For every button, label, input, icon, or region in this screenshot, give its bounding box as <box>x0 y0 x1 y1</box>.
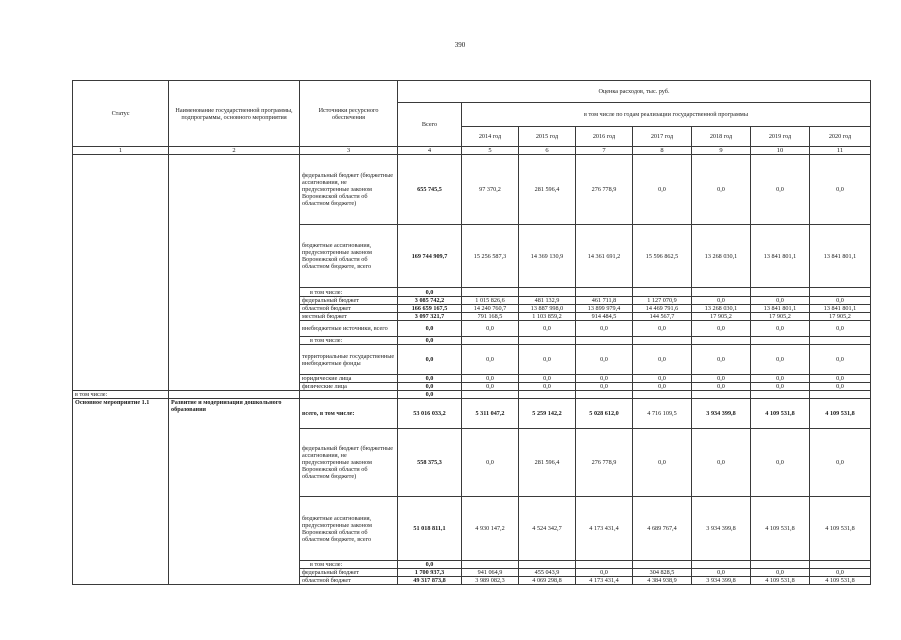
source-cell: всего, в том числе: <box>300 399 398 429</box>
status-cell: в том числе: <box>73 391 169 399</box>
total-cell: 51 018 811,1 <box>398 497 462 561</box>
total-cell: 0,0 <box>398 561 462 569</box>
year-cell: 0,0 <box>692 297 751 305</box>
total-cell: 53 016 033,2 <box>398 399 462 429</box>
measure-status: Основное мероприятие 1.1 <box>73 399 169 585</box>
year-cell: 0,0 <box>576 345 633 375</box>
year-cell: 0,0 <box>576 569 633 577</box>
year-cell: 0,0 <box>751 569 810 577</box>
year-cell: 0,0 <box>692 345 751 375</box>
total-cell: 655 745,5 <box>398 155 462 225</box>
year-cell: 461 711,8 <box>576 297 633 305</box>
page-number: 390 <box>454 41 466 49</box>
year-cell: 4 069 298,8 <box>519 577 576 585</box>
year-cell: 3 934 399,8 <box>692 577 751 585</box>
year-cell: 281 596,4 <box>519 155 576 225</box>
year-cell <box>576 391 633 399</box>
year-cell: 4 930 147,2 <box>462 497 519 561</box>
year-cell: 14 369 130,9 <box>519 225 576 288</box>
source-cell: территориальные государственные внебюджетные фонды <box>300 345 398 375</box>
year-cell: 3 934 399,8 <box>692 399 751 429</box>
header-year: 2016 год <box>576 127 633 147</box>
header-source: Источники ресурсного обеспечения <box>300 81 398 147</box>
col-number: 6 <box>519 147 576 155</box>
year-cell: 0,0 <box>751 375 810 383</box>
year-cell: 14 240 760,7 <box>462 305 519 313</box>
year-cell <box>692 561 751 569</box>
header-year: 2018 год <box>692 127 751 147</box>
year-cell: 455 043,9 <box>519 569 576 577</box>
year-cell: 0,0 <box>810 345 871 375</box>
year-cell: 1 015 826,6 <box>462 297 519 305</box>
year-cell <box>462 337 519 345</box>
year-cell <box>692 337 751 345</box>
source-cell: юридические лица <box>300 375 398 383</box>
year-cell: 4 173 431,4 <box>576 577 633 585</box>
year-cell: 0,0 <box>751 345 810 375</box>
year-cell: 4 109 531,8 <box>751 399 810 429</box>
source-cell: в том числе: <box>300 288 398 297</box>
year-cell: 0,0 <box>810 375 871 383</box>
header-year: 2020 год <box>810 127 871 147</box>
year-cell: 0,0 <box>751 429 810 497</box>
year-cell: 0,0 <box>519 383 576 391</box>
source-cell: областной бюджет <box>300 305 398 313</box>
header-name: Наименование государственной программы, подпрограммы, основного мероприятия <box>169 81 300 147</box>
total-cell: 558 375,3 <box>398 429 462 497</box>
total-cell: 49 317 873,8 <box>398 577 462 585</box>
year-cell: 14 469 791,6 <box>633 305 692 313</box>
year-cell <box>633 561 692 569</box>
year-cell: 0,0 <box>751 297 810 305</box>
source-cell: федеральный бюджет (бюджетные ассигнования, не предусмотренные законом Воронежской области об областном бюджете) <box>300 429 398 497</box>
total-cell: 0,0 <box>398 375 462 383</box>
year-cell: 4 109 531,8 <box>810 497 871 561</box>
measure-name: Развитие и модернизация дошкольного образования <box>169 399 300 585</box>
header-year: 2017 год <box>633 127 692 147</box>
year-cell: 13 268 030,1 <box>692 305 751 313</box>
year-cell: 0,0 <box>692 375 751 383</box>
col-number: 10 <box>751 147 810 155</box>
total-cell: 166 659 167,5 <box>398 305 462 313</box>
header-status: Статус <box>73 81 169 147</box>
year-cell <box>633 288 692 297</box>
year-cell: 0,0 <box>633 345 692 375</box>
year-cell: 15 256 587,3 <box>462 225 519 288</box>
year-cell <box>519 288 576 297</box>
year-cell: 5 028 612,0 <box>576 399 633 429</box>
year-cell: 1 127 070,9 <box>633 297 692 305</box>
year-cell: 13 841 801,1 <box>751 305 810 313</box>
year-cell: 17 905,2 <box>810 313 871 321</box>
source-cell: внебюджетные источники, всего <box>300 321 398 337</box>
name-cell <box>169 155 300 391</box>
total-cell: 0,0 <box>398 321 462 337</box>
header-by-years: в том числе по годам реализации государственной программы <box>462 103 871 127</box>
year-cell: 0,0 <box>633 429 692 497</box>
col-number: 5 <box>462 147 519 155</box>
year-cell: 144 567,7 <box>633 313 692 321</box>
source-cell: местный бюджет <box>300 313 398 321</box>
total-cell: 0,0 <box>398 337 462 345</box>
year-cell: 4 109 531,8 <box>810 577 871 585</box>
year-cell <box>751 561 810 569</box>
source-cell <box>300 391 398 399</box>
year-cell: 13 841 801,1 <box>810 305 871 313</box>
year-cell: 4 689 767,4 <box>633 497 692 561</box>
year-cell <box>576 561 633 569</box>
source-cell: федеральный бюджет <box>300 569 398 577</box>
status-cell <box>73 155 169 391</box>
source-cell: в том числе: <box>300 561 398 569</box>
year-cell: 97 370,2 <box>462 155 519 225</box>
total-cell: 0,0 <box>398 345 462 375</box>
year-cell: 17 905,2 <box>751 313 810 321</box>
year-cell: 0,0 <box>519 321 576 337</box>
col-number: 2 <box>169 147 300 155</box>
year-cell <box>519 561 576 569</box>
total-cell: 1 700 937,3 <box>398 569 462 577</box>
year-cell: 13 899 979,4 <box>576 305 633 313</box>
year-cell: 4 109 531,8 <box>810 399 871 429</box>
year-cell: 0,0 <box>519 375 576 383</box>
year-cell: 791 168,5 <box>462 313 519 321</box>
year-cell <box>751 288 810 297</box>
total-cell: 0,0 <box>398 391 462 399</box>
year-cell: 17 905,2 <box>692 313 751 321</box>
year-cell: 281 596,4 <box>519 429 576 497</box>
year-cell: 941 064,9 <box>462 569 519 577</box>
year-cell: 0,0 <box>462 429 519 497</box>
year-cell: 1 103 859,2 <box>519 313 576 321</box>
budget-table <box>72 80 871 585</box>
year-cell: 0,0 <box>519 345 576 375</box>
year-cell <box>810 337 871 345</box>
year-cell: 0,0 <box>576 383 633 391</box>
col-number: 8 <box>633 147 692 155</box>
year-cell: 0,0 <box>751 321 810 337</box>
year-cell: 0,0 <box>692 383 751 391</box>
year-cell: 0,0 <box>810 297 871 305</box>
year-cell: 0,0 <box>462 321 519 337</box>
year-cell: 4 716 109,5 <box>633 399 692 429</box>
year-cell <box>576 288 633 297</box>
year-cell <box>633 391 692 399</box>
year-cell <box>462 288 519 297</box>
year-cell: 0,0 <box>692 155 751 225</box>
source-cell: в том числе: <box>300 337 398 345</box>
year-cell <box>810 391 871 399</box>
year-cell <box>462 561 519 569</box>
year-cell: 15 596 862,5 <box>633 225 692 288</box>
header-year: 2019 год <box>751 127 810 147</box>
total-cell: 0,0 <box>398 288 462 297</box>
year-cell: 5 311 047,2 <box>462 399 519 429</box>
col-number: 4 <box>398 147 462 155</box>
year-cell: 0,0 <box>692 569 751 577</box>
year-cell: 0,0 <box>751 383 810 391</box>
col-number: 1 <box>73 147 169 155</box>
source-cell: физические лица <box>300 383 398 391</box>
year-cell: 0,0 <box>633 155 692 225</box>
year-cell <box>519 337 576 345</box>
year-cell <box>692 391 751 399</box>
year-cell <box>692 288 751 297</box>
year-cell <box>810 561 871 569</box>
header-year: 2014 год <box>462 127 519 147</box>
col-number: 11 <box>810 147 871 155</box>
total-cell: 3 085 742,2 <box>398 297 462 305</box>
header-year: 2015 год <box>519 127 576 147</box>
year-cell: 0,0 <box>462 383 519 391</box>
total-cell: 0,0 <box>398 383 462 391</box>
year-cell: 0,0 <box>692 321 751 337</box>
year-cell: 0,0 <box>810 429 871 497</box>
year-cell: 914 484,5 <box>576 313 633 321</box>
total-cell: 169 744 909,7 <box>398 225 462 288</box>
year-cell: 0,0 <box>462 345 519 375</box>
year-cell: 4 173 431,4 <box>576 497 633 561</box>
year-cell: 4 109 531,8 <box>751 497 810 561</box>
year-cell: 4 109 531,8 <box>751 577 810 585</box>
year-cell: 0,0 <box>633 321 692 337</box>
year-cell <box>633 337 692 345</box>
year-cell: 13 268 030,1 <box>692 225 751 288</box>
year-cell <box>810 288 871 297</box>
year-cell: 13 841 801,1 <box>751 225 810 288</box>
col-number: 7 <box>576 147 633 155</box>
year-cell: 14 361 691,2 <box>576 225 633 288</box>
year-cell: 0,0 <box>576 321 633 337</box>
total-cell: 3 097 321,7 <box>398 313 462 321</box>
year-cell: 0,0 <box>633 383 692 391</box>
year-cell: 0,0 <box>692 429 751 497</box>
year-cell: 13 887 998,0 <box>519 305 576 313</box>
year-cell: 3 934 399,8 <box>692 497 751 561</box>
year-cell: 0,0 <box>633 375 692 383</box>
year-cell: 0,0 <box>462 375 519 383</box>
col-number: 3 <box>300 147 398 155</box>
source-cell: областной бюджет <box>300 577 398 585</box>
year-cell: 304 828,5 <box>633 569 692 577</box>
col-number: 9 <box>692 147 751 155</box>
year-cell <box>576 337 633 345</box>
year-cell: 0,0 <box>751 155 810 225</box>
year-cell: 5 259 142,2 <box>519 399 576 429</box>
year-cell <box>751 337 810 345</box>
year-cell: 0,0 <box>576 375 633 383</box>
header-total: Всего <box>398 103 462 147</box>
year-cell: 13 841 801,1 <box>810 225 871 288</box>
year-cell: 276 778,9 <box>576 429 633 497</box>
year-cell: 3 989 082,3 <box>462 577 519 585</box>
year-cell: 0,0 <box>810 383 871 391</box>
year-cell <box>462 391 519 399</box>
year-cell: 0,0 <box>810 155 871 225</box>
header-estimate: Оценка расходов, тыс. руб. <box>398 81 871 103</box>
source-cell: федеральный бюджет <box>300 297 398 305</box>
year-cell: 0,0 <box>810 569 871 577</box>
year-cell: 4 524 342,7 <box>519 497 576 561</box>
source-cell: бюджетные ассигнования, предусмотренные законом Воронежской области об областном бюджете, всего <box>300 497 398 561</box>
source-cell: федеральный бюджет (бюджетные ассигнования, не предусмотренные законом Воронежской области об областном бюджете) <box>300 155 398 225</box>
year-cell <box>751 391 810 399</box>
year-cell: 4 384 938,9 <box>633 577 692 585</box>
year-cell: 481 132,9 <box>519 297 576 305</box>
source-cell: бюджетные ассигнования, предусмотренные законом Воронежской области об областном бюджете, всего <box>300 225 398 288</box>
year-cell <box>519 391 576 399</box>
name-cell <box>169 391 300 399</box>
year-cell: 0,0 <box>810 321 871 337</box>
year-cell: 276 778,9 <box>576 155 633 225</box>
